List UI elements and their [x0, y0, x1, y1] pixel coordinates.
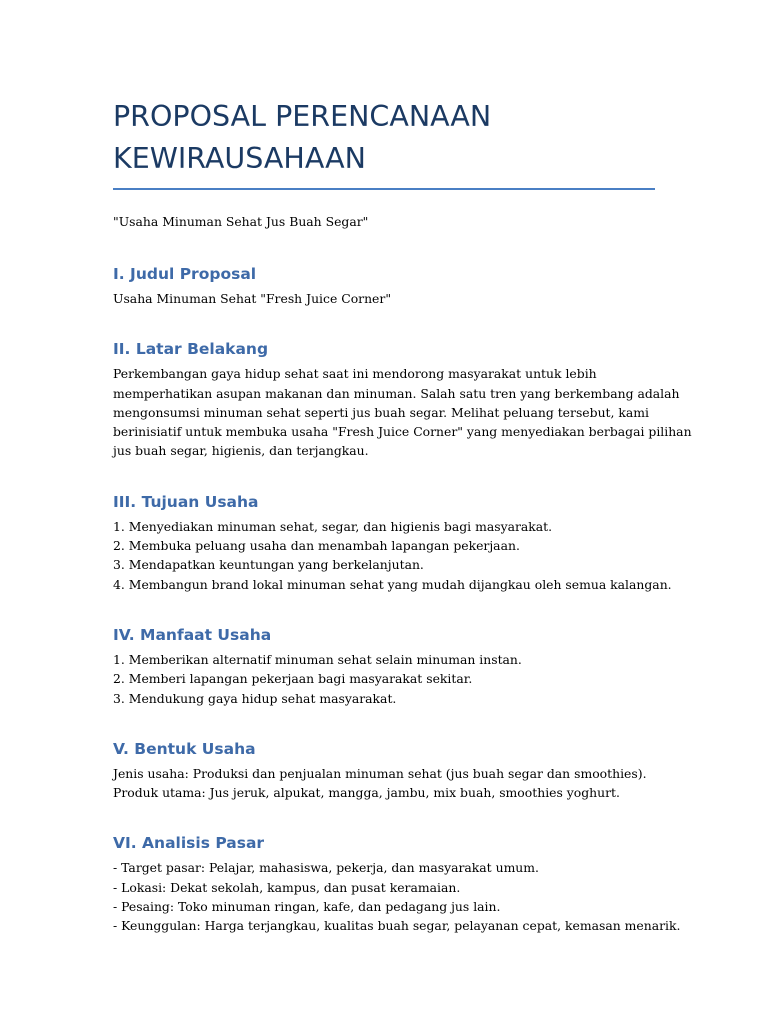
- section-tujuan-usaha: [113, 491, 672, 594]
- section-heading: V. Bentuk Usaha: [113, 739, 256, 758]
- document-subtitle: "Usaha Minuman Sehat Jus Buah Segar": [113, 214, 369, 229]
- section-body: [113, 764, 655, 803]
- section-heading: IV. Manfaat Usaha: [113, 625, 272, 644]
- list-item: - Lokasi: Dekat sekolah, kampus, dan pusat keramaian.: [113, 879, 461, 895]
- body-line: memperhatikan asupan makanan dan minuman. Salah satu tren yang berkembang adalah: [113, 385, 680, 401]
- body-line: Perkembangan gaya hidup sehat saat ini mendorong masyarakat untuk lebih: [113, 366, 597, 382]
- section-body: [113, 289, 655, 308]
- section-body: [113, 517, 672, 594]
- title-line-1: PROPOSAL PERENCANAAN: [113, 100, 492, 133]
- list-item: 2. Membuka peluang usaha dan menambah lapangan pekerjaan.: [113, 538, 520, 554]
- body-line: berinisiatif untuk membuka usaha "Fresh Juice Corner" yang menyediakan berbagai pilihan: [113, 424, 692, 440]
- list-item: 3. Mendapatkan keuntungan yang berkelanjutan.: [113, 557, 424, 573]
- section-latar-belakang: [113, 338, 692, 460]
- list-item: 1. Memberikan alternatif minuman sehat selain minuman instan.: [113, 651, 522, 667]
- body-line: Produk utama: Jus jeruk, alpukat, mangga, jambu, mix buah, smoothies yoghurt.: [113, 785, 620, 801]
- section-heading: III. Tujuan Usaha: [113, 492, 259, 511]
- list-item: 1. Menyediakan minuman sehat, segar, dan higienis bagi masyarakat.: [113, 518, 553, 534]
- title-line-2: KEWIRAUSAHAAN: [113, 142, 366, 175]
- list-item: 2. Memberi lapangan pekerjaan bagi masyarakat sekitar.: [113, 671, 473, 687]
- document-page: [113, 96, 692, 936]
- section-heading: VI. Analisis Pasar: [113, 834, 265, 853]
- section-analisis-pasar: [113, 832, 681, 935]
- section-heading: I. Judul Proposal: [113, 265, 257, 283]
- title-divider: [113, 188, 655, 190]
- list-item: 3. Mendukung gaya hidup sehat masyarakat.: [113, 690, 397, 706]
- list-item: - Target pasar: Pelajar, mahasiswa, pekerja, dan masyarakat umum.: [113, 860, 539, 876]
- list-item: - Keunggulan: Harga terjangkau, kualitas buah segar, pelayanan cepat, kemasan menarik.: [113, 918, 681, 934]
- body-line: mengonsumsi minuman sehat seperti jus buah segar. Melihat peluang tersebut, kami: [113, 404, 650, 420]
- list-item: - Pesaing: Toko minuman ringan, kafe, dan pedagang jus lain.: [113, 899, 501, 915]
- body-line: Usaha Minuman Sehat "Fresh Juice Corner": [113, 291, 392, 306]
- list-item: 4. Membangun brand lokal minuman sehat yang mudah dijangkau oleh semua kalangan.: [113, 576, 672, 592]
- body-line: jus buah segar, higienis, dan terjangkau.: [113, 443, 369, 459]
- document-title: [113, 96, 655, 180]
- section-bentuk-usaha: [113, 738, 655, 803]
- section-body: [113, 858, 681, 935]
- section-manfaat-usaha: [113, 624, 655, 708]
- section-body: [113, 650, 655, 708]
- section-judul-proposal: [113, 263, 655, 308]
- body-line: Jenis usaha: Produksi dan penjualan minuman sehat (jus buah segar dan smoothies).: [113, 765, 647, 781]
- section-heading: II. Latar Belakang: [113, 340, 269, 359]
- section-body: [113, 364, 692, 460]
